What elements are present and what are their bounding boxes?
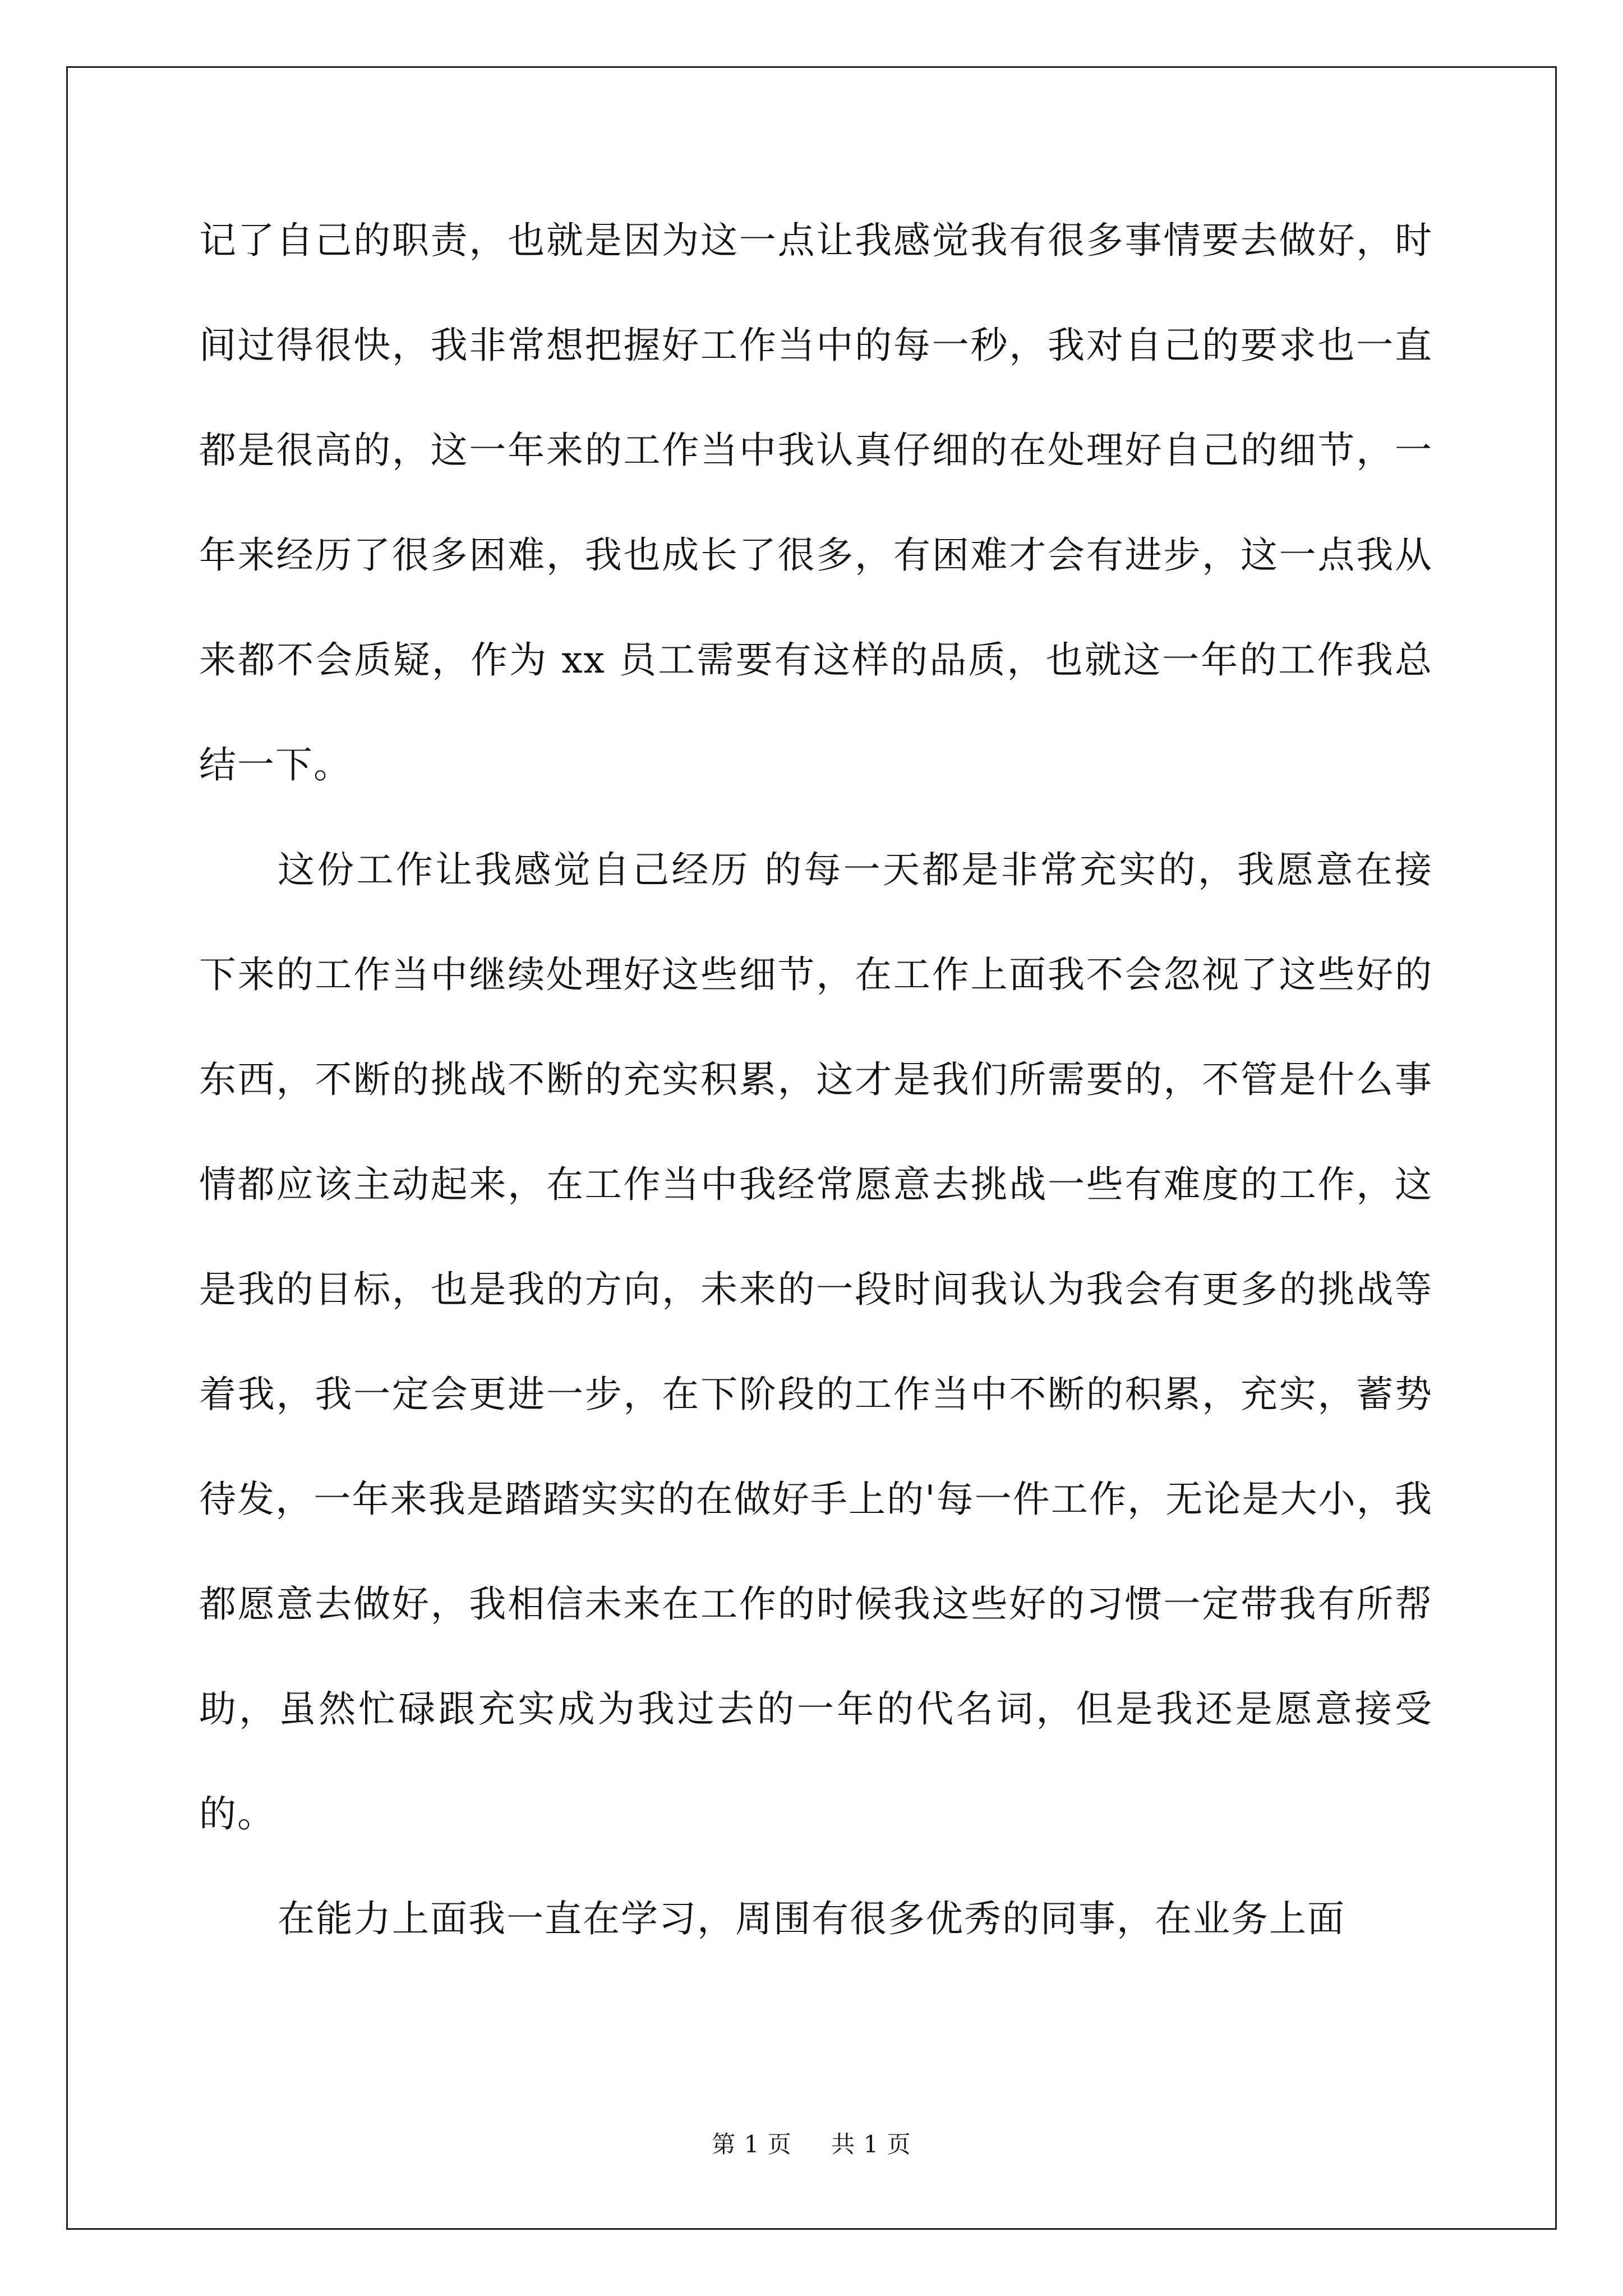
page-total: 共 1 页: [831, 2131, 911, 2158]
paragraph-2: 这份工作让我感觉自己经历 的每一天都是非常充实的，我愿意在接下来的工作当中继续处理好这些细节，在工作上面我不会忽视了这些好的东西，不断的挑战不断的充实积累，这才是我们所需要的，不管是什么事情都应该主动起来，在工作当中我经常愿意去挑战一些有难度的工作，这是我的目标，也是我的方向，未来的一段时间我认为我会有更多的挑战等着我，我一定会更进一步，在下阶段的工作当中不断的积累，充实，蓄势待发，一年来我是踏踏实实的在做好手上的'每一件工作，无论是大小，我都愿意去做好，我相信未来在工作的时候我这些好的习惯一定带我有所帮助，虽然忙碌跟充实成为我过去的一年的代名词，但是我还是愿意接受的。: [199, 848, 1433, 1835]
paragraph-1: 记了自己的职责，也就是因为这一点让我感觉我有很多事情要去做好，时间过得很快，我非常想把握好工作当中的每一秒，我对自己的要求也一直都是很高的，这一年来的工作当中我认真仔细的在处理好自己的细节，一年来经历了很多困难，我也成长了很多，有困难才会有进步，这一点我从来都不会质疑，作为 xx 员工需要有这样的品质，也就这一年的工作我总结一下。: [199, 219, 1433, 786]
page-footer: [0, 2126, 1623, 2160]
paragraph-3: 在能力上面我一直在学习，周围有很多优秀的同事，在业务上面: [278, 1897, 1345, 1940]
page-number: 第 1 页: [712, 2131, 792, 2158]
document-body: [199, 188, 1433, 1971]
